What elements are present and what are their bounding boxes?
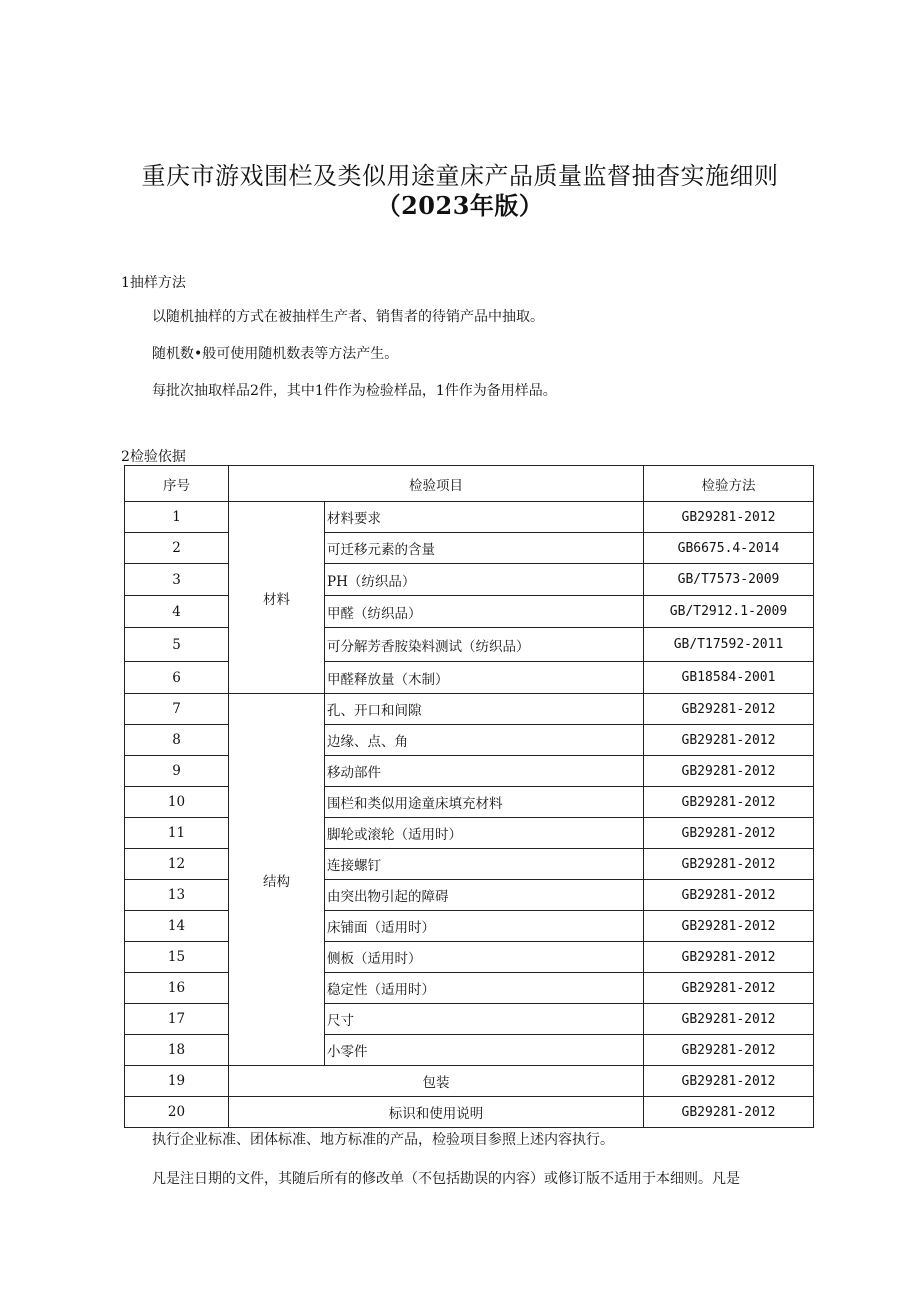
row-method: GB29281-2012	[644, 973, 814, 1004]
table-row	[125, 502, 814, 533]
row-item: 可分解芳香胺染料测试（纺织品）	[325, 628, 644, 662]
table-row	[125, 628, 814, 662]
table-row	[125, 911, 814, 942]
header-no: 序号	[125, 466, 229, 502]
row-no: 13	[125, 880, 229, 911]
row-method: GB/T2912.1-2009	[644, 596, 814, 628]
row-no: 12	[125, 849, 229, 880]
row-method: GB/T7573-2009	[644, 564, 814, 596]
header-item: 检验项目	[229, 466, 644, 502]
row-no: 14	[125, 911, 229, 942]
row-method: GB29281-2012	[644, 818, 814, 849]
table-row	[125, 662, 814, 694]
table-row	[125, 596, 814, 628]
row-no: 8	[125, 725, 229, 756]
section1-heading: 1抽样方法	[121, 275, 186, 291]
row-item: 床铺面（适用时）	[325, 911, 644, 942]
row-item: 边缘、点、角	[325, 725, 644, 756]
table-row	[125, 1035, 814, 1066]
row-method: GB29281-2012	[644, 694, 814, 725]
row-item: 材料要求	[325, 502, 644, 533]
row-item: 包装	[229, 1066, 644, 1097]
row-method: GB/T17592-2011	[644, 628, 814, 662]
group-material: 材料	[229, 502, 325, 694]
table-note: 执行企业标准、团体标准、地方标准的产品，检验项目参照上述内容执行。	[152, 1132, 614, 1148]
table-row	[125, 533, 814, 564]
table-row	[125, 973, 814, 1004]
table-row	[125, 1004, 814, 1035]
row-no: 16	[125, 973, 229, 1004]
row-no: 5	[125, 628, 229, 662]
row-item: 孔、开口和间隙	[325, 694, 644, 725]
row-method: GB29281-2012	[644, 502, 814, 533]
table-row	[125, 880, 814, 911]
row-item: 尺寸	[325, 1004, 644, 1035]
inspection-table	[124, 465, 814, 1128]
row-item: 甲醛释放量（木制）	[325, 662, 644, 694]
row-no: 19	[125, 1066, 229, 1097]
row-method: GB6675.4-2014	[644, 533, 814, 564]
row-item: 甲醛（纺织品）	[325, 596, 644, 628]
row-no: 9	[125, 756, 229, 787]
row-no: 6	[125, 662, 229, 694]
section2-heading: 2检验依据	[121, 449, 186, 465]
table-row	[125, 756, 814, 787]
section1-paragraph-2: 随机数•般可使用随机数表等方法产生。	[152, 346, 399, 362]
header-method: 检验方法	[644, 466, 814, 502]
table-header-row	[125, 466, 814, 502]
row-method: GB29281-2012	[644, 1066, 814, 1097]
row-method: GB29281-2012	[644, 787, 814, 818]
row-no: 10	[125, 787, 229, 818]
row-item: 脚轮或滚轮（适用时）	[325, 818, 644, 849]
table-row	[125, 942, 814, 973]
row-item: 由突出物引起的障碍	[325, 880, 644, 911]
row-no: 2	[125, 533, 229, 564]
group-structure: 结构	[229, 694, 325, 1066]
section1-paragraph-1: 以随机抽样的方式在被抽样生产者、销售者的待销产品中抽取。	[152, 309, 544, 325]
row-method: GB29281-2012	[644, 1035, 814, 1066]
table-row	[125, 564, 814, 596]
row-item: 稳定性（适用时）	[325, 973, 644, 1004]
row-no: 20	[125, 1097, 229, 1128]
row-method: GB29281-2012	[644, 1097, 814, 1128]
row-item: 连接螺钉	[325, 849, 644, 880]
row-no: 7	[125, 694, 229, 725]
table-row	[125, 787, 814, 818]
doc-title-edition: （2023年版）	[376, 191, 544, 220]
trailing-paragraph: 凡是注日期的文件，其随后所有的修改单（不包括勘误的内容）或修订版不适用于本细则。凡是	[152, 1171, 740, 1187]
row-method: GB29281-2012	[644, 1004, 814, 1035]
row-item: 标识和使用说明	[229, 1097, 644, 1128]
section1-paragraph-3: 每批次抽取样品2件，其中1件作为检验样品，1件作为备用样品。	[152, 383, 557, 399]
table-row	[125, 849, 814, 880]
row-item: 围栏和类似用途童床填充材料	[325, 787, 644, 818]
row-no: 1	[125, 502, 229, 533]
row-item: 侧板（适用时）	[325, 942, 644, 973]
row-method: GB29281-2012	[644, 756, 814, 787]
row-no: 15	[125, 942, 229, 973]
row-no: 4	[125, 596, 229, 628]
row-no: 11	[125, 818, 229, 849]
row-method: GB29281-2012	[644, 942, 814, 973]
table-row	[125, 694, 814, 725]
row-item: 小零件	[325, 1035, 644, 1066]
row-method: GB18584-2001	[644, 662, 814, 694]
row-item: 可迁移元素的含量	[325, 533, 644, 564]
row-method: GB29281-2012	[644, 725, 814, 756]
row-item: 移动部件	[325, 756, 644, 787]
table-row	[125, 725, 814, 756]
row-no: 18	[125, 1035, 229, 1066]
row-method: GB29281-2012	[644, 880, 814, 911]
row-method: GB29281-2012	[644, 849, 814, 880]
row-item: PH（纺织品）	[325, 564, 644, 596]
row-no: 3	[125, 564, 229, 596]
table-row	[125, 818, 814, 849]
table-row	[125, 1066, 814, 1097]
doc-title: 重庆市游戏围栏及类似用途童床产品质量监督抽杳实施细则	[141, 162, 779, 190]
row-method: GB29281-2012	[644, 911, 814, 942]
row-no: 17	[125, 1004, 229, 1035]
table-row	[125, 1097, 814, 1128]
